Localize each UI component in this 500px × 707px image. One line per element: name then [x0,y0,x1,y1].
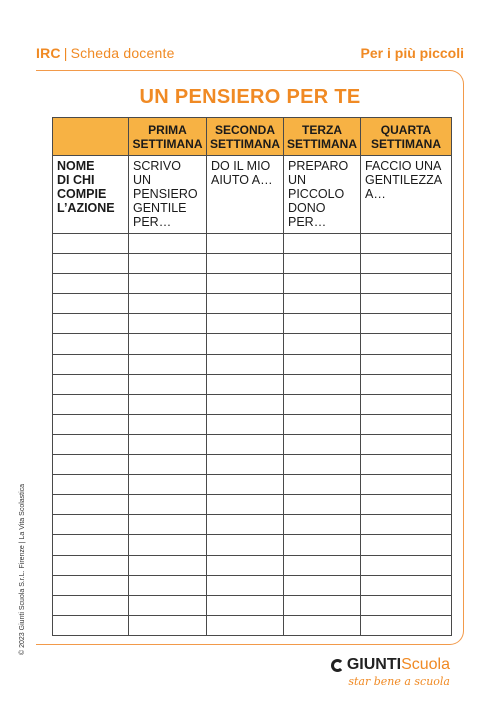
blank-cell [284,615,361,635]
sheet-type-label: Scheda docente [70,45,175,61]
header-cell-week-4: QUARTA SETTIMANA [361,118,452,156]
blank-cell [207,234,284,254]
logo-brand-a: GIUNTI [346,656,402,673]
blank-cell [207,475,284,495]
blank-cell [53,414,129,434]
header-cell-empty [53,118,129,156]
table-row [53,334,452,354]
blank-cell [284,555,361,575]
instruction-row [53,156,452,234]
blank-cell [284,354,361,374]
blank-cell [129,374,207,394]
header-separator: | [63,45,68,61]
blank-cell [361,615,452,635]
blank-cell [207,394,284,414]
blank-cell [284,575,361,595]
blank-cell [129,314,207,334]
blank-cell [284,374,361,394]
blank-cell [284,254,361,274]
blank-cell [129,515,207,535]
table-row [53,455,452,475]
table-row [53,254,452,274]
blank-cell [53,274,129,294]
blank-cell [361,595,452,615]
blank-cell [53,515,129,535]
blank-cell [53,495,129,515]
publisher-logo [331,656,450,688]
table-row [53,535,452,555]
blank-cell [361,575,452,595]
activity-table [52,117,452,636]
table-row [53,575,452,595]
blank-cell [361,434,452,454]
table-row [53,314,452,334]
blank-cell [284,595,361,615]
blank-cell [53,374,129,394]
blank-cell [129,274,207,294]
table-row [53,615,452,635]
blank-cell [53,455,129,475]
blank-cell [129,595,207,615]
table-row [53,394,452,414]
blank-cell [284,334,361,354]
blank-cell [361,274,452,294]
blank-cell [361,475,452,495]
blank-cell [284,234,361,254]
blank-cell [207,434,284,454]
instruction-week-3: PREPARO UN PICCOLO DONO PER… [284,156,361,234]
blank-cell [129,575,207,595]
blank-cell [207,274,284,294]
blank-cell [207,314,284,334]
table-row [53,515,452,535]
copyright-notice: © 2023 Giunti Scuola S.r.L. Firenze | La Vita Scolastica [19,483,26,655]
page-title: UN PENSIERO PER TE [139,86,361,108]
instruction-week-2: DO IL MIO AIUTO A… [207,156,284,234]
blank-cell [284,495,361,515]
blank-cell [361,455,452,475]
blank-cell [284,294,361,314]
blank-cell [207,555,284,575]
blank-cell [207,575,284,595]
blank-cell [53,555,129,575]
blank-cell [207,254,284,274]
blank-cell [53,475,129,495]
blank-cell [207,615,284,635]
blank-cell [207,374,284,394]
blank-cell [361,234,452,254]
blank-cell [207,515,284,535]
blank-cell [207,495,284,515]
blank-cell [361,354,452,374]
blank-cell [53,314,129,334]
blank-cell [53,254,129,274]
header-cell-week-2: SECONDA SETTIMANA [207,118,284,156]
blank-cell [129,615,207,635]
blank-cell [284,414,361,434]
table-row [53,354,452,374]
blank-cell [284,314,361,334]
blank-cell [53,354,129,374]
blank-cell [53,334,129,354]
blank-cell [207,354,284,374]
blank-cell [53,575,129,595]
blank-cell [361,254,452,274]
blank-cell [129,234,207,254]
blank-cell [129,555,207,575]
blank-cell [207,535,284,555]
blank-cell [361,394,452,414]
blank-cell [129,535,207,555]
blank-cell [129,455,207,475]
blank-cell [284,535,361,555]
blank-cell [129,434,207,454]
table-row [53,294,452,314]
blank-cell [361,495,452,515]
instruction-week-4: FACCIO UNA GENTILEZZA A… [361,156,452,234]
header-left [36,45,175,61]
blank-cell [129,394,207,414]
table-row [53,234,452,254]
table-row [53,555,452,575]
blank-cell [361,314,452,334]
blank-cell [284,515,361,535]
blank-cell [207,455,284,475]
blank-cell [361,555,452,575]
blank-cell [284,475,361,495]
blank-cell [361,294,452,314]
blank-cell [129,354,207,374]
blank-cell [284,455,361,475]
blank-cell [129,414,207,434]
blank-cell [129,495,207,515]
header-cell-week-1: PRIMA SETTIMANA [129,118,207,156]
instruction-week-1: SCRIVO UN PENSIERO GENTILE PER… [129,156,207,234]
blank-cell [361,374,452,394]
blank-cell [53,615,129,635]
blank-cell [361,334,452,354]
blank-cell [207,334,284,354]
g-logo-icon [331,659,344,672]
blank-cell [284,394,361,414]
blank-cell [53,434,129,454]
blank-cell [53,535,129,555]
table-row [53,595,452,615]
table-row [53,374,452,394]
blank-cell [53,595,129,615]
header-cell-week-3: TERZA SETTIMANA [284,118,361,156]
blank-cell [129,475,207,495]
blank-cell [361,414,452,434]
blank-cell [284,434,361,454]
blank-cell [53,234,129,254]
audience-label: Per i più piccoli [360,45,464,61]
table-row [53,414,452,434]
blank-cell [361,535,452,555]
blank-cell [207,294,284,314]
blank-cell [53,294,129,314]
blank-cell [284,274,361,294]
table-header-row [53,118,452,156]
blank-cell [207,595,284,615]
blank-cell [129,334,207,354]
blank-cell [361,515,452,535]
table-row [53,495,452,515]
blank-cell [129,294,207,314]
logo-brand-b: Scuola [401,656,450,673]
blank-cell [129,254,207,274]
blank-cell [53,394,129,414]
row-label-cell: NOME DI CHI COMPIE L’AZIONE [53,156,129,234]
logo-tagline: star bene a scuola [348,675,450,688]
table-row [53,434,452,454]
table-row [53,274,452,294]
subject-label: IRC [36,45,61,61]
blank-cell [207,414,284,434]
table-row [53,475,452,495]
